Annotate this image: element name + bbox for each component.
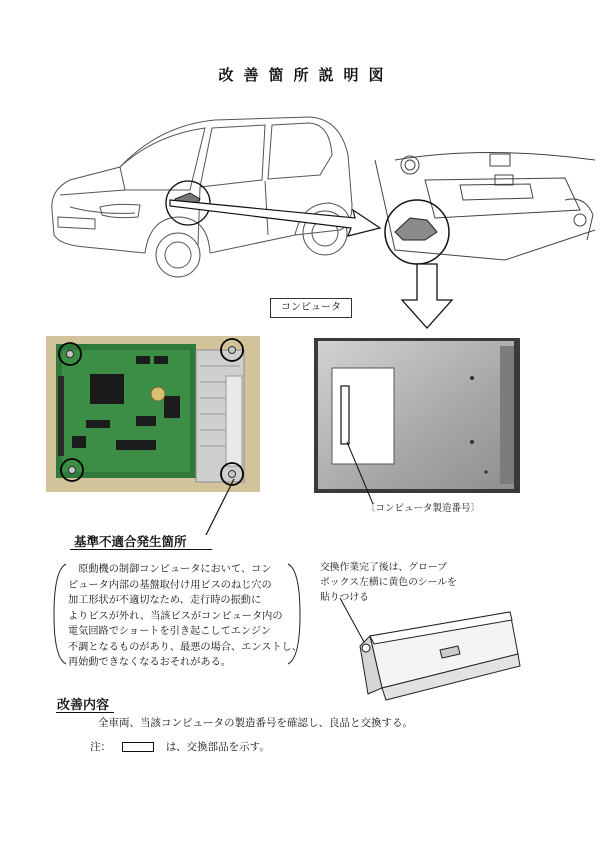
note-prefix: 注： xyxy=(90,741,111,753)
serial-number-label: 〔コンピュータ製造番号〕 xyxy=(366,503,481,514)
page-title: 改善箇所説明図 xyxy=(218,66,394,84)
down-arrow xyxy=(397,262,457,332)
pcb-photo xyxy=(46,336,260,492)
computer-label: コンピュータ xyxy=(270,298,352,318)
improvement-heading-underline xyxy=(56,712,114,713)
defect-heading-underline xyxy=(70,549,212,550)
improvement-text: 全車両、当該コンピュータの製造番号を確認し、良品と交換する。 xyxy=(98,717,413,729)
note-suffix: は、交換部品を示す。 xyxy=(165,741,270,753)
improvement-heading: 改善内容 xyxy=(57,698,110,713)
glovebox-note-text: 交換作業完了後は、グローブ ボックス左横に黄色のシールを 貼りつける xyxy=(320,562,457,603)
defect-leader-line xyxy=(200,475,240,545)
callout-arrow xyxy=(160,190,390,250)
defect-description: 原動機の制御コンピュータにおいて、コン ピュータ内部の基盤取付け用ビスのねじ穴の 加工形状が不適切なため、走行時の振動に よりビスが外れ、当該ビスがコンピュータ内の 電気回路でショートを引き起こしてエンジン 不調となるものがあり、最悪の場合、エンストし、 再始動できなくなるおそれがある。 xyxy=(68,564,303,668)
note-line xyxy=(90,740,270,755)
defect-heading: 基準不適合発生箇所 xyxy=(74,534,187,549)
glovebox-illustration xyxy=(330,590,530,705)
replacement-part-marker xyxy=(122,742,154,752)
